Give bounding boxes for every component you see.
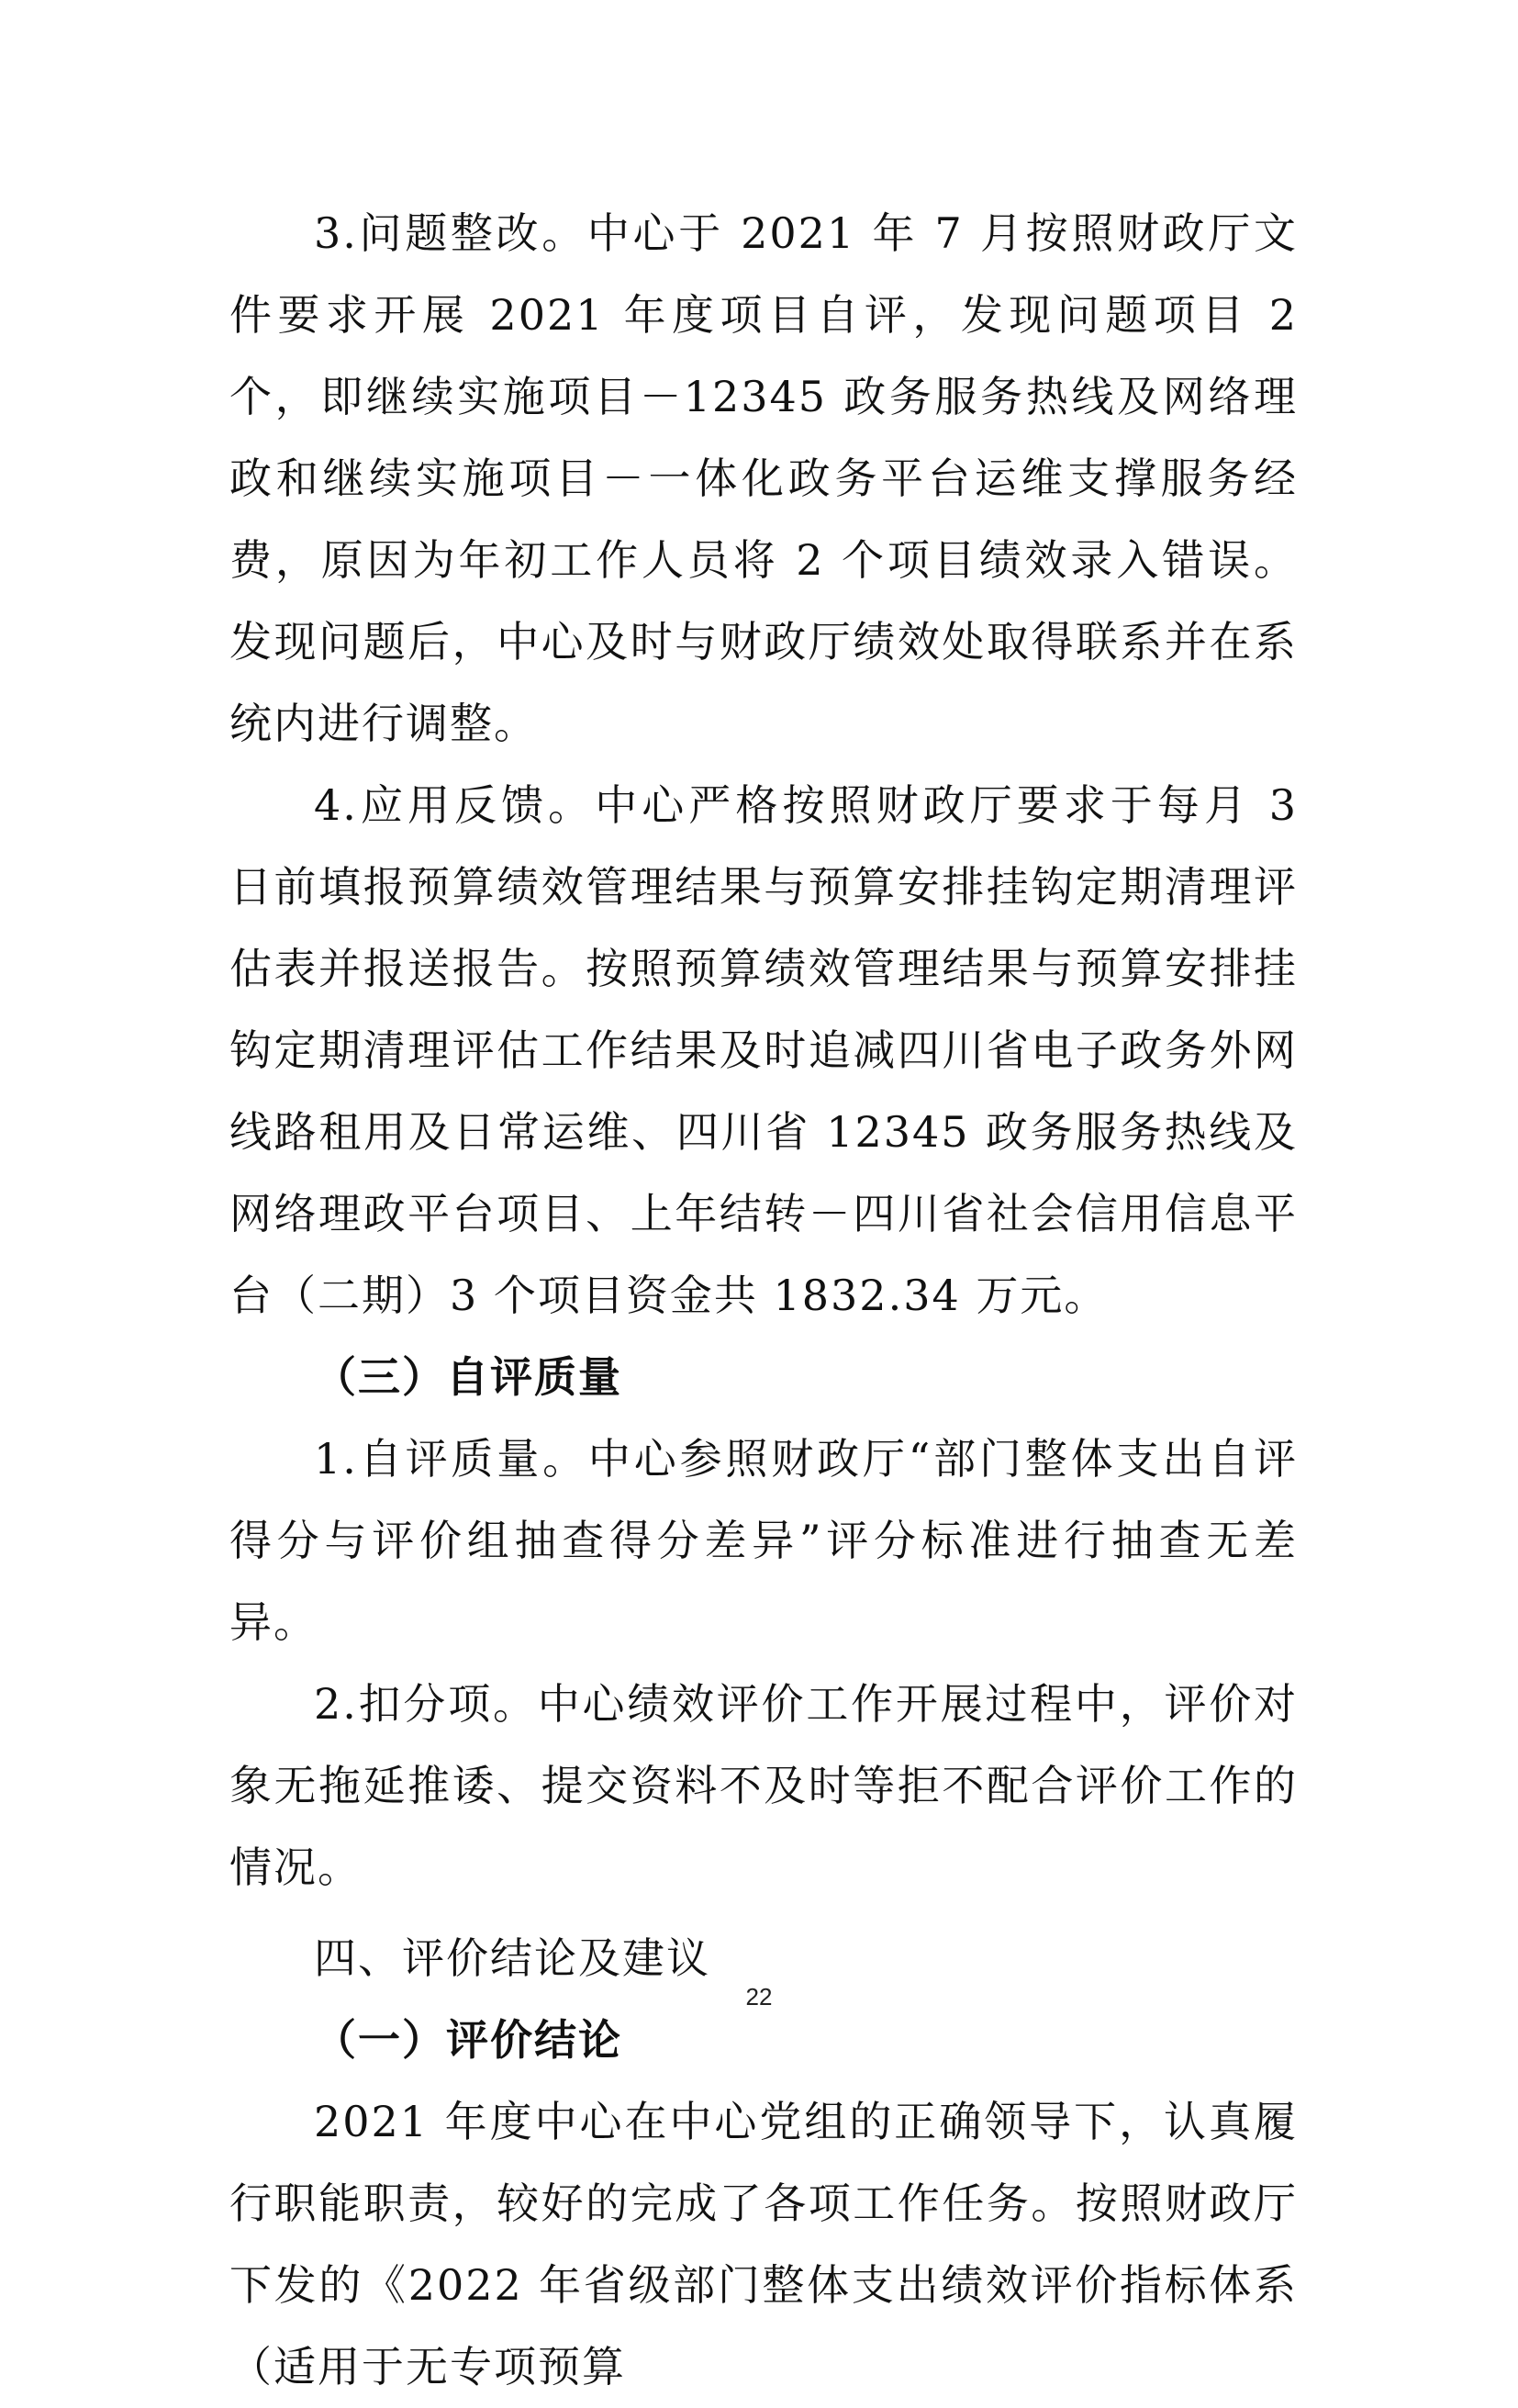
- paragraph-evaluation-conclusion: 2021 年度中心在中心党组的正确领导下，认真履行职能职责，较好的完成了各项工作任务。按照财政厅下发的《2022 年省级部门整体支出绩效评价指标体系（适用于无专项预算: [229, 2097, 1298, 2391]
- page-number: 22: [745, 1983, 773, 2010]
- paragraph-deduction-items: 2.扣分项。中心绩效评价工作开展过程中，评价对象无拖延推诿、提交资料不及时等拒不配合评价工作的情况。: [229, 1679, 1298, 1892]
- subheading-evaluation-conclusion: （一）评价结论: [314, 2015, 622, 2065]
- subheading-self-evaluation-quality: （三）自评质量: [314, 1352, 622, 1402]
- paragraph-self-evaluation-quality: 1.自评质量。中心参照财政厅“部门整体支出自评得分与评价组抽查得分差异”评分标准进行抽查无差异。: [229, 1434, 1298, 1647]
- heading-conclusion-and-suggestions: 四、评价结论及建议: [314, 1933, 710, 1983]
- document-body: [229, 193, 1298, 2408]
- paragraph-problem-rectification: 3.问题整改。中心于 2021 年 7 月按照财政厅文件要求开展 2021 年度项目自评，发现问题项目 2 个，即继续实施项目－12345 政务服务热线及网络理政和继续实施项目－一体化政务平台运维支撑服务经费，原因为年初工作人员将 2 个项目绩效录入错误。发现问题后，中心及时与财政厅绩效处取得联系并在系统内进行调整。: [229, 208, 1298, 748]
- paragraph-application-feedback: 4.应用反馈。中心严格按照财政厅要求于每月 3 日前填报预算绩效管理结果与预算安排挂钩定期清理评估表并报送报告。按照预算绩效管理结果与预算安排挂钩定期清理评估工作结果及时追减四川省电子政务外网线路租用及日常运维、四川省 12345 政务服务热线及网络理政平台项目、上年结转－四川省社会信用信息平台（二期）3 个项目资金共 1832.34 万元。: [229, 780, 1298, 1320]
